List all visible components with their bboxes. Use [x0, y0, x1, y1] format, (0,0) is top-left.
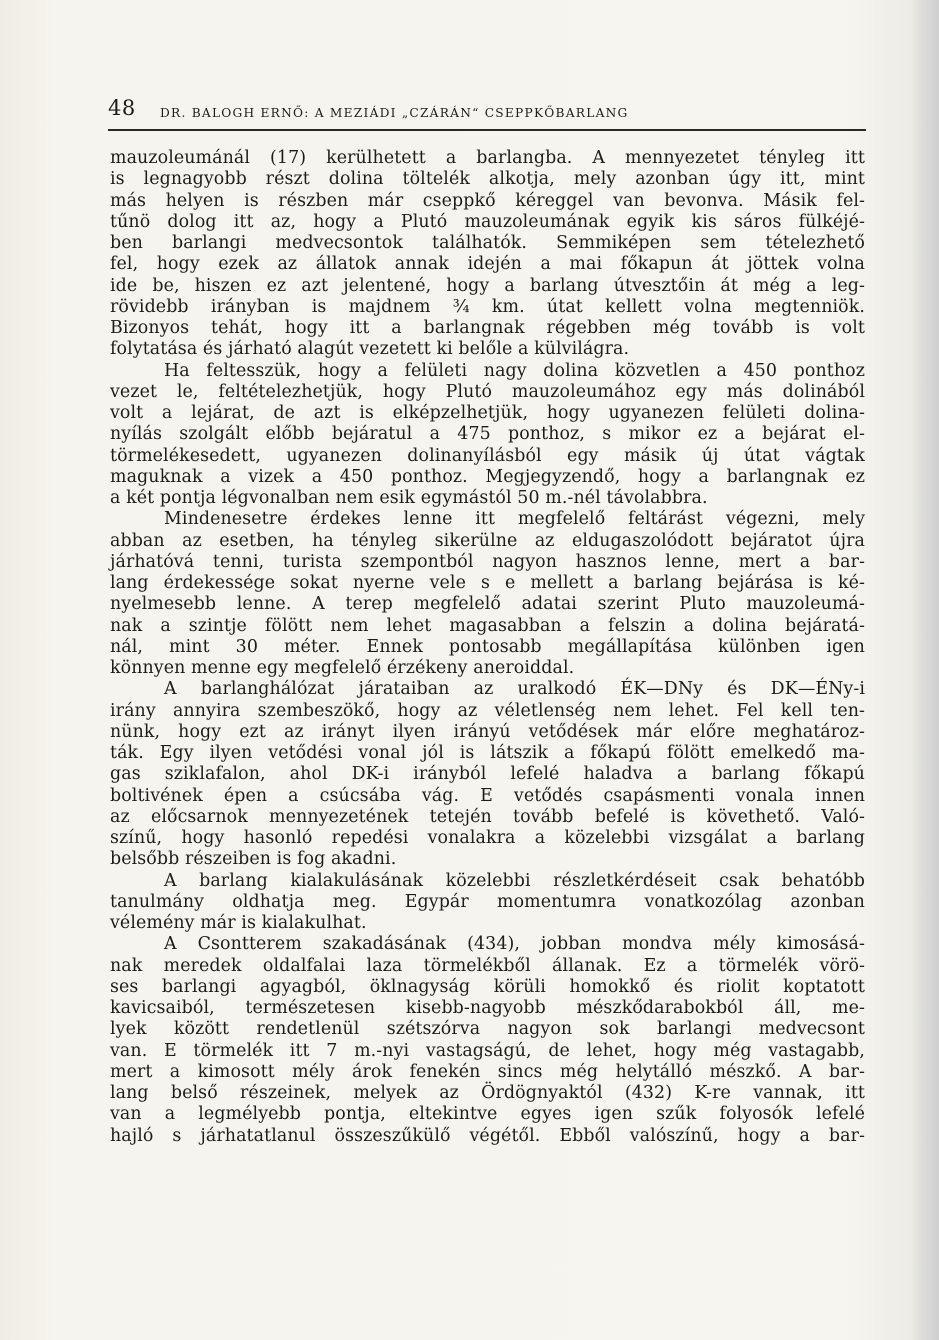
body-text	[110, 148, 865, 1147]
text-line: vélemény már is kialakulhat.	[110, 913, 367, 933]
text-line: tanulmány oldhatja meg. Egypár momentumra vonatkozólag azonban	[110, 891, 865, 912]
text-line: nyelmesebb lenne. A terep megfelelő adatai szerint Pluto mauzoleumá-	[110, 594, 865, 615]
text-line: van a legmélyebb pontja, eltekintve egyes igen szűk folyosók lefelé	[110, 1104, 865, 1125]
paragraph-start-line: Mindenesetre érdekes lenne itt megfelelő feltárást végezni, mely	[164, 509, 865, 530]
text-line: ide be, hiszen ez azt jelentené, hogy a barlang útvesztőin át még a leg-	[110, 275, 865, 296]
text-line: az előcsarnok mennyezetének tetején tovább befelé is követhető. Való-	[110, 806, 865, 827]
text-line: vezet le, feltételezhetjük, hogy Plutó mauzoleumához egy más dolinából	[110, 381, 865, 402]
text-line: mert a kimosott mély árok fenekén sincs még helytálló mészkő. A bar-	[110, 1061, 865, 1082]
text-line: boltivének épen a csúcsába vág. E vetődés csapásmenti vonala innen	[110, 785, 865, 806]
text-line: könnyen menne egy megfelelő érzékeny aneroiddal.	[110, 658, 575, 678]
text-line: volt a lejárat, de azt is elképzelhetjük, hogy ugyanezen felületi dolina-	[110, 403, 865, 423]
text-line: tűnö dolog itt az, hogy a Plutó mauzoleumának egyik kis sáros fülkéjé-	[110, 211, 865, 232]
text-line: ták. Egy ilyen vetődési vonal jól is látszik a főkapú fölött emelkedő ma-	[110, 743, 865, 763]
paragraph-start-line: A barlanghálózat járataiban az uralkodó ÉK—DNy és DK—ÉNy-i	[164, 679, 865, 700]
text-line: nak a szintje fölött nem lehet magasabban a felszin a dolina bejáratá-	[110, 615, 865, 636]
text-line: Bizonyos tehát, hogy itt a barlangnak régebben még tovább is volt	[110, 318, 865, 338]
text-line: gas sziklafalon, ahol DK-i irányból lefelé haladva a barlang főkapú	[110, 764, 865, 785]
text-line: rövidebb irányban is majdnem ¾ km. útat kellett volna megtenniök.	[110, 296, 865, 317]
text-line: folytatása és járható alagút vezetett ki belőle a külvilágra.	[110, 339, 630, 360]
text-line: színű, hogy hasonló repedési vonalakra a közelebbi vizsgálat a barlang	[110, 828, 865, 848]
text-line: hajló s járhatatlanul összeszűkülő végétől. Ebből valószínű, hogy a bar-	[110, 1125, 865, 1146]
text-line: nak meredek oldalfalai laza törmelékből állanak. Ez a törmelék vörö-	[110, 955, 865, 976]
text-line: lyek között rendetlenül szétszórva nagyon sok barlangi medvecsont	[110, 1019, 865, 1040]
text-line: maguknak a vizek a 450 ponthoz. Megjegyzendő, hogy a barlangnak ez	[110, 466, 865, 487]
text-line: ben barlangi medvecsontok találhatók. Semmiképen sem tételezhető	[110, 233, 865, 253]
paragraph-start-line: A Csontterem szakadásának (434), jobban mondva mély kimosásá-	[164, 934, 865, 955]
text-line: nyílás szolgált előbb bejáratul a 475 ponthoz, s mikor ez a bejárat el-	[110, 424, 865, 445]
text-line: abban az esetben, ha tényleg sikerülne az eldugaszolódott bejáratot újra	[110, 530, 865, 551]
text-line: a két pontja légvonalban nem esik egymástól 50 m.-nél távolabbra.	[110, 488, 708, 508]
page-header	[108, 92, 866, 132]
text-line: nünk, hogy ezt az irányt ilyen irányú vetődések már előre meghatároz-	[110, 721, 865, 742]
text-line: irány annyira szembeszökő, hogy az véletlenség nem lehet. Fel kell ten-	[110, 700, 865, 721]
text-line: törmelékesedett, ugyanezen dolinanyílásból egy másik új útat vágtak	[110, 445, 865, 466]
text-line: ses barlangi agyagból, öklnagyság körüli homokkő és riolit koptatott	[110, 976, 865, 997]
text-line: fel, hogy ezek az állatok annak idején a mai főkapun át jöttek volna	[110, 254, 865, 275]
text-line: is legnagyobb részt dolina töltelék alkotja, mely azonban úgy itt, mint	[110, 169, 865, 190]
running-head: DR. BALOGH ERNŐ: A MEZIÁDI „CZÁRÁN“ CSEPPKŐBARLANG	[160, 106, 629, 120]
text-line: mauzoleumánál (17) kerülhetett a barlangba. A mennyezetet tényleg itt	[110, 148, 865, 168]
text-line: nál, mint 30 méter. Ennek pontosabb megállapítása különben igen	[110, 636, 865, 657]
paragraph-start-line: Ha feltesszük, hogy a felületi nagy dolina közvetlen a 450 ponthoz	[164, 360, 865, 381]
text-line: kavicsaiból, természetesen kisebb-nagyobb mészkődarabokból áll, me-	[110, 998, 865, 1018]
page-number: 48	[108, 96, 136, 120]
text-line: lang érdekessége sokat nyerne vele s e mellett a barlang bejárása is ké-	[110, 573, 865, 593]
paragraph-start-line: A barlang kialakulásának közelebbi részletkérdéseit csak behatóbb	[164, 870, 865, 891]
text-line: más helyen is részben már cseppkő kéreggel van bevonva. Másik fel-	[110, 190, 865, 211]
text-line: lang belső részeinek, melyek az Ördögnyaktól (432) K-re vannak, itt	[110, 1083, 865, 1103]
header-rule	[108, 129, 866, 131]
text-line: belsőbb részeiben is fog akadni.	[110, 849, 397, 870]
text-line: van. E törmelék itt 7 m.-nyi vastagságú, de lehet, hogy még vastagabb,	[110, 1040, 865, 1061]
text-line: járhatóvá tenni, turista szempontból nagyon hasznos lenne, mert a bar-	[110, 551, 865, 572]
page-edge-shadow	[911, 0, 939, 1340]
